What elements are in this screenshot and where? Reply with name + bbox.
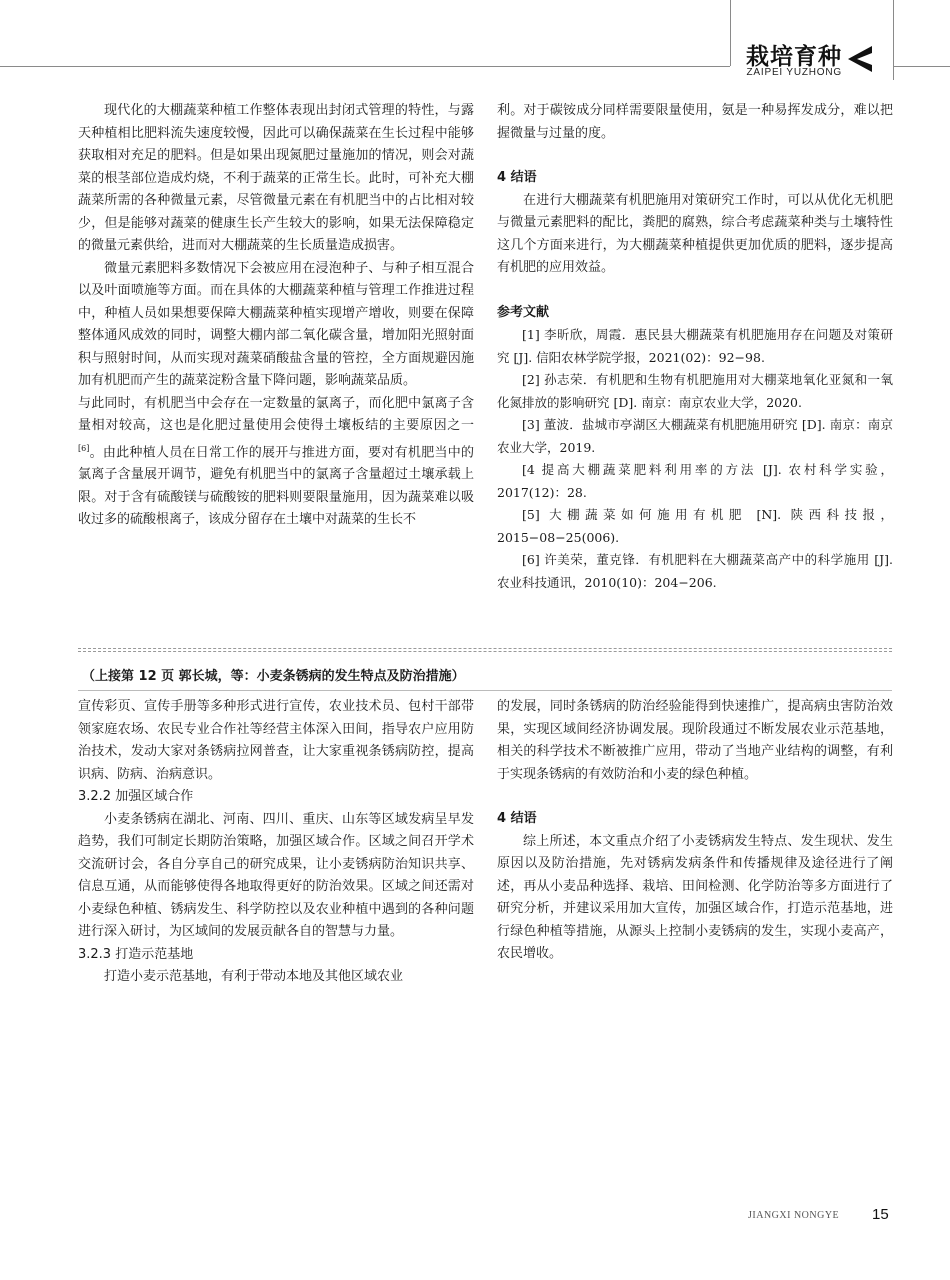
paragraph: 微量元素肥料多数情况下会被应用在浸泡种子、与种子相互混合以及叶面喷施等方面。而在具体的大棚蔬菜种植与管理工作推进过程中，种植人员如果想要保障大棚蔬菜种植实现增产增收，则要在保障整体通风成效的同时，调整大棚内部二氧化碳含量，增加阳光照射面积与照射时间，从而实现对蔬菜硝酸盐含量的管控，全方面规避因施加有机肥而产生的蔬菜淀粉含量下降问题，影响蔬菜品质。	[78, 260, 474, 388]
continuation-rule	[78, 690, 892, 691]
top-left-column	[78, 100, 474, 532]
section-heading: 4 结语	[497, 170, 537, 185]
paragraph: 打造小麦示范基地，有利于带动本地及其他区域农业	[104, 969, 404, 984]
reference-item: [4 提高大棚蔬菜肥料利用率的方法 [J]. 农村科学实验，2017(12)：28.	[497, 462, 893, 500]
paragraph-text: 与此同时，有机肥当中会存在一定数量的氯离子，而化肥中氯离子含量相对较高，这也是化肥过量使用会使得土壤板结的主要原因之一	[78, 395, 474, 433]
paragraph	[78, 393, 474, 532]
paragraph: 小麦条锈病在湖北、河南、四川、重庆、山东等区域发病呈早发趋势，我们可制定长期防治策略，加强区域合作。区域之间召开学术交流研讨会，各自分享自己的研究成果，让小麦锈病防治知识共享、信息互通，从而能够使得各地取得更好的防治效果。区域之间还需对小麦绿色种植、锈病发生、科学防控以及农业种植中遇到的各种问题进行深入研讨，为区域间的发展贡献各自的智慧与力量。	[78, 811, 474, 939]
page-number: 15	[872, 1206, 889, 1223]
reference-item: [6] 许美荣，董克锋．有机肥料在大棚蔬菜高产中的科学施用 [J]. 农业科技通讯，2010(10)：204−206.	[497, 552, 893, 590]
paragraph: 的发展，同时条锈病的防治经验能得到快速推广，提高病虫害防治效果，实现区域间经济协调发展。现阶段通过不断发展农业示范基地，相关的科学技术不断被推广应用，带动了当地产业结构的调整，有利于实现条锈病的有效防治和小麦的绿色种植。	[497, 699, 893, 782]
paragraph: 在进行大棚蔬菜有机肥施用对策研究工作时，可以从优化无机肥与微量元素肥料的配比，粪肥的腐熟，综合考虑蔬菜种类与土壤特性这几个方面来进行，为大棚蔬菜种植提供更加优质的肥料，逐步提高有机肥的应用效益。	[497, 192, 893, 275]
header-rule-right	[893, 66, 950, 67]
paragraph: 现代化的大棚蔬菜种植工作整体表现出封闭式管理的特性，与露天种植相比肥料流失速度较慢，因此可以确保蔬菜在生长过程中能够获取相对充足的肥料。但是如果出现氮肥过量施加的情况，则会对蔬菜的根茎部位造成灼烧，不利于蔬菜的正常生长。此时，可补充大棚蔬菜所需的各种微量元素，尽管微量元素在有机肥当中的占比相对较少，但是能够对蔬菜的健康生长产生较大的影响，如果无法保障稳定的微量元素供给，进而对大棚蔬菜的生长质量造成损害。	[78, 103, 474, 253]
subsection-heading: 3.2.2 加强区域合作	[78, 789, 194, 804]
subsection-heading: 3.2.3 打造示范基地	[78, 946, 194, 962]
bottom-left-column	[78, 696, 474, 989]
header-rule-left	[0, 66, 730, 67]
section-subtitle: ZAIPEI YUZHONG	[746, 67, 842, 78]
paragraph: 综上所述，本文重点介绍了小麦锈病发生特点、发生现状、发生原因以及防治措施，先对锈病发病条件和传播规律及途径进行了阐述，再从小麦品种选择、栽培、田间检测、化学防治等多方面进行了研究分析，并建议采用加大宣传，加强区域合作，打造示范基地，进行绿色种植等措施，从源头上控制小麦锈病的发生，实现小麦高产，农民增收。	[497, 833, 893, 961]
top-right-column	[497, 100, 893, 594]
bottom-right-column	[497, 696, 893, 966]
section-heading: 4 结语	[497, 811, 537, 826]
article-divider	[78, 651, 892, 652]
reference-item: [1] 李昕欣，周霞．惠民县大棚蔬菜有机肥施用存在问题及对策研究 [J]. 信阳农林学院学报，2021(02)：92−98.	[497, 327, 893, 365]
references-heading: 参考文献	[497, 304, 550, 320]
reference-item: [3] 董波．盐城市亭湖区大棚蔬菜有机肥施用研究 [D]. 南京：南京农业大学，2019.	[497, 417, 893, 455]
article-divider	[78, 648, 892, 649]
header-rule-vertical-left	[730, 0, 731, 66]
section-title: 栽培育种	[746, 44, 842, 70]
continuation-note: （上接第 12 页 郭长城，等：小麦条锈病的发生特点及防治措施）	[82, 669, 465, 684]
paragraph-text: 。由此种植人员在日常工作的展开与推进方面，要对有机肥当中的氯离子含量展开调节，避免有机肥当中的氯离子含量超过土壤承载上限。对于含有硫酸镁与硫酸铵的肥料则要限量施用，因为蔬菜难以吸收过多的硫酸根离子，该成分留存在土壤中对蔬菜的生长不	[78, 444, 474, 528]
reference-item: [2] 孙志荣．有机肥和生物有机肥施用对大棚菜地氧化亚氮和一氧化氮排放的影响研究 [D]. 南京：南京农业大学，2020.	[497, 372, 893, 410]
chevron-left-icon	[846, 44, 874, 74]
paragraph: 利。对于碳铵成分同样需要限量使用，氨是一种易挥发成分，难以把握微量与过量的度。	[497, 103, 893, 141]
paragraph: 宣传彩页、宣传手册等多种形式进行宣传，农业技术员、包村干部带领家庭农场、农民专业合作社等经营主体深入田间，指导农户应用防治技术，发动大家对条锈病拉网普查，让大家重视条锈病防控，提高识病、防病、治病意识。	[78, 699, 474, 782]
header-rule-vertical-right	[893, 0, 894, 80]
reference-item: [5] 大棚蔬菜如何施用有机肥 [N]. 陕西科技报，2015−08−25(006).	[497, 507, 893, 545]
magazine-name: JIANGXI NONGYE	[748, 1210, 840, 1221]
citation-mark: [6]	[78, 443, 90, 453]
